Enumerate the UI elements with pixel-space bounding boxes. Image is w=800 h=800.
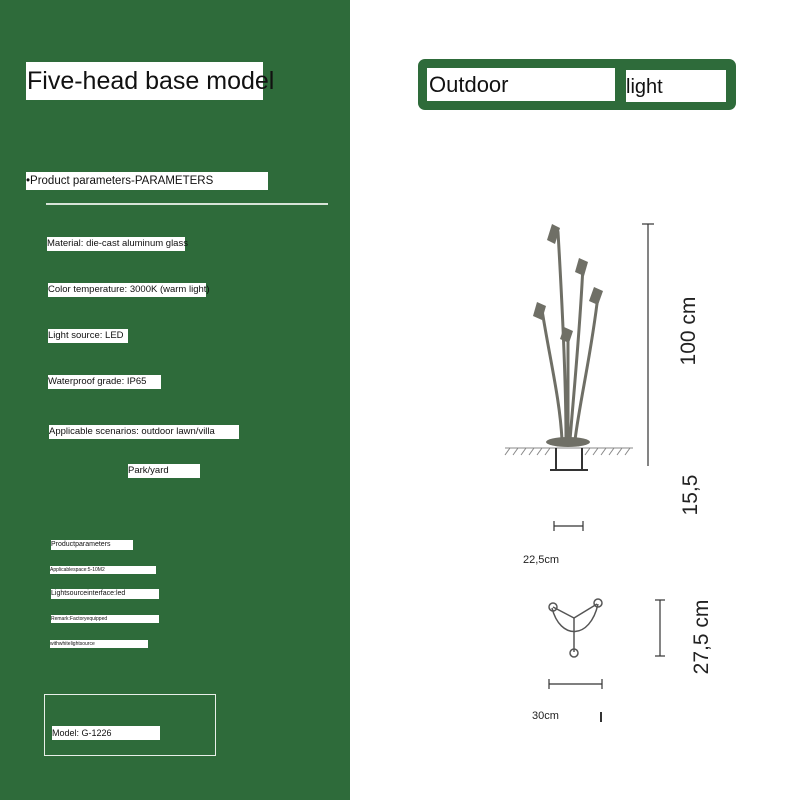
lamp-head-3 xyxy=(589,287,603,305)
spec-light-source: Light source: LED xyxy=(48,329,128,343)
banner-word-outdoor: Outdoor xyxy=(427,68,615,101)
ground-stake xyxy=(550,448,588,470)
small-param-space: Applicablespace:5-10M2 xyxy=(50,566,156,574)
ground-hatch xyxy=(505,448,633,455)
small-param-remark: Remark:Factoryequipped xyxy=(51,615,159,623)
dimension-footprint-height-label: 27,5 cm xyxy=(690,599,713,675)
small-params-heading: Productparameters xyxy=(51,540,133,550)
small-param-interface: Lightsourceinterface:led xyxy=(51,589,159,599)
dimension-height-label: 100 cm xyxy=(677,296,700,366)
dimension-width-label: 22,5cm xyxy=(523,554,560,566)
dimension-footprint-width-label: 30cm xyxy=(532,710,559,722)
page-title: Five-head base model xyxy=(26,62,263,100)
dimension-footprint-height-line xyxy=(655,600,665,656)
dimension-width-line xyxy=(554,521,583,531)
lamp-base-plate xyxy=(546,437,590,447)
footprint-diagram xyxy=(549,599,602,657)
params-heading: •Product parameters-PARAMETERS xyxy=(26,172,268,190)
spec-waterproof: Waterproof grade: IP65 xyxy=(48,375,161,389)
spec-scenarios: Applicable scenarios: outdoor lawn/villa xyxy=(49,425,239,439)
dimension-footprint-width-line xyxy=(549,679,602,689)
lamp-head-2 xyxy=(575,258,588,276)
dimension-height-line xyxy=(642,224,654,466)
dimension-base-height-label: 15,5 xyxy=(679,474,702,516)
banner-word-light: light xyxy=(626,70,726,102)
model-label: Model: G-1226 xyxy=(52,726,160,740)
spec-material: Material: die-cast aluminum glass xyxy=(47,238,188,249)
spec-scenarios-cont: Park/yard xyxy=(128,464,200,478)
small-param-remark-cont: withwhitelightsource xyxy=(50,640,148,648)
params-heading-text: Product parameters-PARAMETERS xyxy=(30,175,214,187)
spec-color-temperature: Color temperature: 3000K (warm light) xyxy=(48,284,210,295)
